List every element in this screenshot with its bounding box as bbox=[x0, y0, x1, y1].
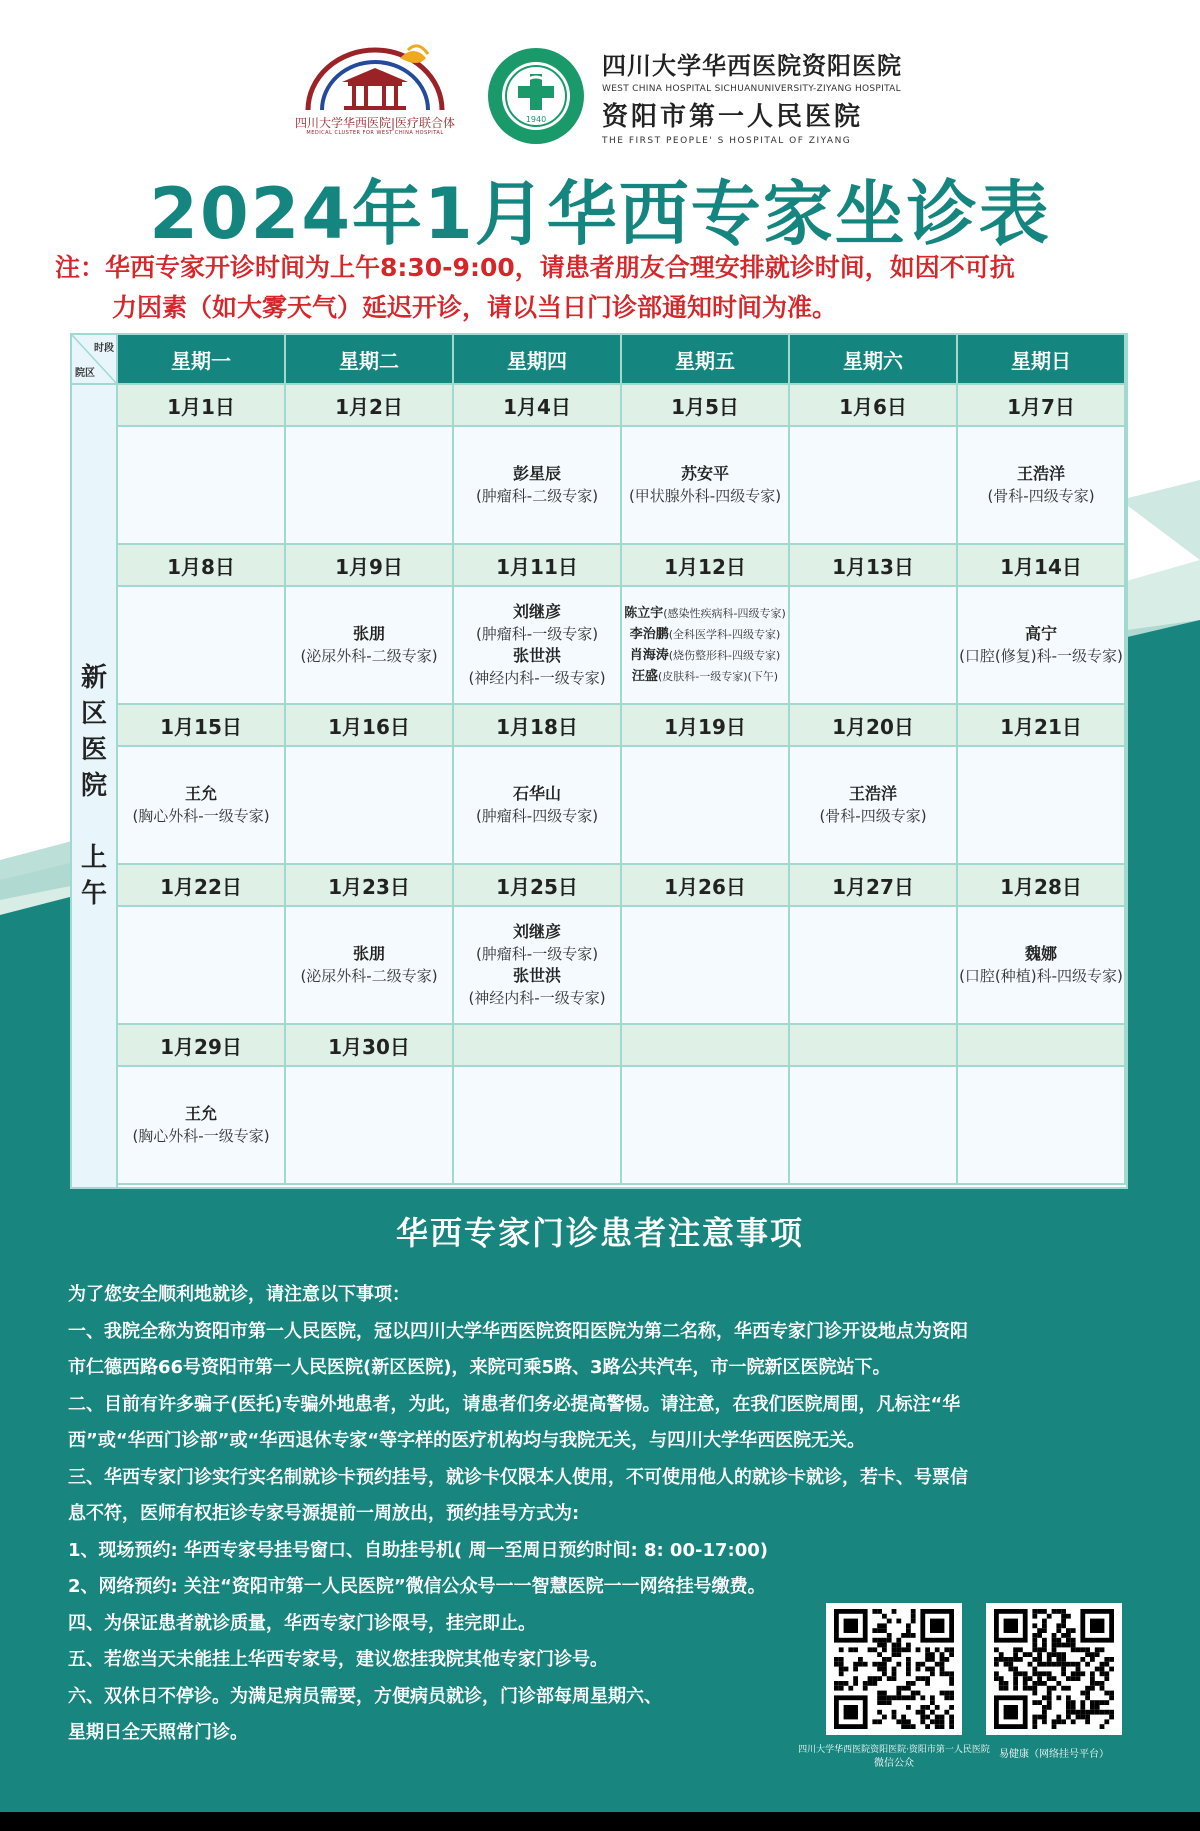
doctor-name: 石华山 bbox=[512, 784, 561, 803]
doctor-name: 苏安平 bbox=[680, 464, 729, 483]
notes-body bbox=[68, 1277, 1138, 1752]
notes-line: 市仁德西路66号资阳市第一人民医院(新区医院)，来院可乘5路、3路公共汽车，市一院新区医院站下。 bbox=[68, 1357, 891, 1378]
notes-line: 为了您安全顺利地就诊，请注意以下事项： bbox=[68, 1284, 410, 1305]
notice-line-1: 注：华西专家开诊时间为上午8:30-9:00，请患者朋友合理安排就诊时间，如因不可抗 bbox=[55, 253, 1015, 282]
header-logos bbox=[280, 40, 940, 150]
doctor-dept: (胸心外科-一级专家) bbox=[132, 807, 270, 825]
side-label-char: 院 bbox=[80, 771, 107, 801]
opening-notice bbox=[55, 248, 1155, 328]
registration-qr-code bbox=[986, 1603, 1122, 1735]
doctor-name: 刘继彦 bbox=[512, 602, 561, 621]
doctor-cell bbox=[622, 747, 790, 865]
notes-line: 息不符，医师有权拒诊专家号源提前一周放出，预约挂号方式为: bbox=[68, 1503, 580, 1524]
doctor-name: 刘继彦 bbox=[512, 922, 561, 941]
schedule-table bbox=[70, 333, 1128, 1189]
date-cell: 1月9日 bbox=[286, 545, 454, 587]
doctor-cell bbox=[286, 747, 454, 865]
doctor-name: 李治鹏 bbox=[629, 627, 669, 642]
date-cell: 1月1日 bbox=[118, 385, 286, 427]
notes-line: 五、若您当天未能挂上华西专家号，建议您挂我院其他专家门诊号。 bbox=[68, 1649, 608, 1670]
notes-line: 四、为保证患者就诊质量，华西专家门诊限号，挂完即止。 bbox=[68, 1612, 536, 1634]
date-cell: 1月25日 bbox=[454, 865, 622, 907]
doctor-entry bbox=[630, 624, 781, 645]
doctor-cell bbox=[454, 1067, 622, 1185]
doctor-name: 王允 bbox=[184, 784, 217, 803]
doctor-dept: (甲状腺外科-四级专家) bbox=[628, 487, 782, 505]
doctor-name: 汪盛 bbox=[631, 669, 658, 684]
doctor-name: 魏娜 bbox=[1024, 944, 1057, 963]
doctor-cell bbox=[790, 747, 958, 865]
bottom-bar bbox=[0, 1812, 1200, 1831]
doctor-name: 王浩洋 bbox=[848, 784, 897, 803]
doctor-cell bbox=[622, 587, 790, 705]
date-cell: 1月16日 bbox=[286, 705, 454, 747]
doctor-name: 张世洪 bbox=[512, 646, 561, 665]
arch-logo-icon bbox=[300, 40, 450, 112]
doctor-name: 肖海涛 bbox=[629, 648, 669, 663]
notes-line: 星期日全天照常门诊。 bbox=[68, 1722, 248, 1743]
date-cell: 1月7日 bbox=[958, 385, 1126, 427]
date-cell: 1月8日 bbox=[118, 545, 286, 587]
day-header: 星期四 bbox=[454, 335, 622, 385]
date-cell: 1月29日 bbox=[118, 1025, 286, 1067]
notes-line: 西”或“华西门诊部”或“华西退休专家“等字样的医疗机构均与我院无关，与四川大学华西医院无关。 bbox=[68, 1430, 866, 1451]
doctor-dept: (肿瘤科-一级专家) bbox=[475, 625, 599, 643]
day-header: 星期日 bbox=[958, 335, 1126, 385]
date-cell: 1月18日 bbox=[454, 705, 622, 747]
doctor-cell bbox=[958, 427, 1126, 545]
hospital-name-en: WEST CHINA HOSPITAL SICHUANUNIVERSITY-ZIYANG HOSPITAL bbox=[602, 84, 901, 94]
date-cell: 1月30日 bbox=[286, 1025, 454, 1067]
doctor-dept: (皮肤科-一级专家)(下午) bbox=[657, 670, 779, 683]
side-label-char: 午 bbox=[80, 879, 107, 909]
doctor-name: 王允 bbox=[184, 1104, 217, 1123]
qr-code-icon bbox=[832, 1609, 956, 1729]
date-cell bbox=[790, 1025, 958, 1067]
notes-line: 二、目前有许多骗子(医托)专骗外地患者，为此，请患者们务必提高警惕。请注意，在我们医院周围，凡标注“华 bbox=[68, 1393, 961, 1415]
hospital-name-cn: 四川大学华西医院资阳医院 bbox=[602, 52, 902, 80]
doctor-cell bbox=[454, 907, 622, 1025]
doctor-cell bbox=[118, 907, 286, 1025]
doctor-cell bbox=[118, 747, 286, 865]
doctor-dept: (烧伤整形科-四级专家) bbox=[668, 649, 781, 662]
date-cell: 1月20日 bbox=[790, 705, 958, 747]
notes-title: 华西专家门诊患者注意事项 bbox=[395, 1214, 804, 1252]
day-header: 星期六 bbox=[790, 335, 958, 385]
doctor-entry bbox=[630, 645, 781, 666]
date-cell: 1月11日 bbox=[454, 545, 622, 587]
day-header: 星期二 bbox=[286, 335, 454, 385]
doctor-dept: (全科医学科-四级专家) bbox=[668, 628, 781, 641]
badge-year: 1940 bbox=[525, 115, 547, 124]
second-name-cn: 资阳市第一人民医院 bbox=[602, 102, 864, 132]
date-cell: 1月5日 bbox=[622, 385, 790, 427]
doctor-dept: (肿瘤科-一级专家) bbox=[475, 945, 599, 963]
doctor-name: 张朋 bbox=[352, 944, 385, 963]
doctor-cell bbox=[118, 427, 286, 545]
doctor-dept: (泌尿外科-二级专家) bbox=[300, 967, 438, 985]
date-cell bbox=[454, 1025, 622, 1067]
date-cell: 1月12日 bbox=[622, 545, 790, 587]
notes-line: 2、网络预约: 关注“资阳市第一人民医院”微信公众号一一智慧医院一一网络挂号缴费。 bbox=[68, 1576, 766, 1597]
doctor-name: 王浩洋 bbox=[1016, 464, 1065, 483]
wechat-qr-code bbox=[826, 1603, 962, 1735]
date-cell bbox=[622, 1025, 790, 1067]
date-cell: 1月27日 bbox=[790, 865, 958, 907]
doctor-cell bbox=[286, 1067, 454, 1185]
doctor-dept: (肿瘤科-四级专家) bbox=[475, 807, 599, 825]
doctor-dept: (骨科-四级专家) bbox=[987, 487, 1095, 505]
doctor-cell bbox=[790, 587, 958, 705]
doctor-cell bbox=[958, 1067, 1126, 1185]
day-header: 星期五 bbox=[622, 335, 790, 385]
corner-campus-label: 院区 bbox=[75, 368, 95, 379]
doctor-cell bbox=[958, 587, 1126, 705]
wechat-qr-caption-1: 四川大学华西医院资阳医院·资阳市第一人民医院 bbox=[798, 1745, 990, 1755]
doctor-cell bbox=[286, 427, 454, 545]
doctor-cell bbox=[790, 427, 958, 545]
side-label-char: 上 bbox=[80, 843, 107, 873]
date-cell: 1月19日 bbox=[622, 705, 790, 747]
doctor-cell bbox=[118, 587, 286, 705]
date-cell: 1月28日 bbox=[958, 865, 1126, 907]
doctor-dept: (神经内科-一级专家) bbox=[468, 669, 606, 687]
notes-line: 1、现场预约: 华西专家号挂号窗口、自助挂号机( 周一至周日预约时间: 8: 00-17:00) bbox=[68, 1539, 768, 1561]
doctor-name: 张朋 bbox=[352, 624, 385, 643]
doctor-dept: (泌尿外科-二级专家) bbox=[300, 647, 438, 665]
doctor-entry bbox=[632, 666, 778, 687]
doctor-cell bbox=[454, 587, 622, 705]
date-cell: 1月14日 bbox=[958, 545, 1126, 587]
wechat-qr-caption-2: 微信公众 bbox=[874, 1758, 914, 1769]
date-cell: 1月26日 bbox=[622, 865, 790, 907]
doctor-cell bbox=[790, 907, 958, 1025]
side-label-char: 新 bbox=[80, 663, 107, 693]
date-cell: 1月13日 bbox=[790, 545, 958, 587]
corner-time-label: 时段 bbox=[94, 343, 114, 354]
doctor-cell bbox=[454, 747, 622, 865]
date-cell: 1月22日 bbox=[118, 865, 286, 907]
notice-line-2: 力因素（如大雾天气）延迟开诊，请以当日门诊部通知时间为准。 bbox=[112, 293, 838, 322]
registration-qr-caption: 易健康（网络挂号平台） bbox=[999, 1749, 1109, 1760]
doctor-cell bbox=[454, 427, 622, 545]
doctor-cell bbox=[622, 427, 790, 545]
doctor-cell bbox=[286, 587, 454, 705]
second-name-en: THE FIRST PEOPLE' S HOSPITAL OF ZIYANG bbox=[602, 136, 852, 146]
doctor-dept: (口腔(修复)科-一级专家) bbox=[959, 647, 1123, 665]
cluster-logo-subtext: MEDICAL CLUSTER FOR WEST CHINA HOSPITAL bbox=[306, 130, 444, 136]
doctor-cell bbox=[958, 747, 1126, 865]
page-title: 2024年1月华西专家坐诊表 bbox=[149, 173, 1051, 255]
doctor-cell bbox=[622, 1067, 790, 1185]
day-header: 星期一 bbox=[118, 335, 286, 385]
table-corner-header bbox=[72, 335, 118, 385]
notes-line: 三、华西专家门诊实行实名制就诊卡预约挂号，就诊卡仅限本人使用，不可使用他人的就诊卡就诊，若卡、号票信 bbox=[68, 1466, 968, 1488]
cluster-logo-text: 四川大学华西医院|医疗联合体 bbox=[294, 116, 456, 130]
doctor-entry bbox=[624, 603, 786, 624]
date-cell: 1月21日 bbox=[958, 705, 1126, 747]
campus-session-label bbox=[72, 385, 118, 1187]
side-label-char: 医 bbox=[80, 735, 107, 765]
doctor-dept: (胸心外科-一级专家) bbox=[132, 1127, 270, 1145]
notes-line: 一、我院全称为资阳市第一人民医院，冠以四川大学华西医院资阳医院为第二名称，华西专家门诊开设地点为资阳 bbox=[68, 1320, 968, 1342]
date-cell: 1月4日 bbox=[454, 385, 622, 427]
qr-code-icon bbox=[992, 1609, 1116, 1729]
hospital-badge-icon bbox=[486, 46, 586, 146]
doctor-cell bbox=[790, 1067, 958, 1185]
date-cell: 1月15日 bbox=[118, 705, 286, 747]
doctor-dept: (肿瘤科-二级专家) bbox=[475, 487, 599, 505]
date-cell: 1月23日 bbox=[286, 865, 454, 907]
medical-cluster-logo bbox=[280, 40, 470, 140]
side-label-char: 区 bbox=[80, 699, 107, 729]
doctor-dept: (感染性疾病科-四级专家) bbox=[663, 607, 786, 620]
hospital-names bbox=[602, 46, 942, 146]
doctor-name: 高宁 bbox=[1024, 624, 1057, 643]
doctor-name: 张世洪 bbox=[512, 966, 561, 985]
doctor-dept: (口腔(种植)科-四级专家) bbox=[959, 967, 1123, 985]
date-cell bbox=[958, 1025, 1126, 1067]
doctor-dept: (骨科-四级专家) bbox=[819, 807, 927, 825]
doctor-cell bbox=[622, 907, 790, 1025]
doctor-cell bbox=[286, 907, 454, 1025]
notes-line: 六、双休日不停诊。为满足病员需要，方便病员就诊，门诊部每周星期六、 bbox=[68, 1685, 662, 1707]
date-cell: 1月2日 bbox=[286, 385, 454, 427]
doctor-dept: (神经内科-一级专家) bbox=[468, 989, 606, 1007]
doctor-name: 陈立宇 bbox=[624, 606, 664, 621]
doctor-name: 彭星辰 bbox=[512, 464, 561, 483]
doctor-cell bbox=[958, 907, 1126, 1025]
date-cell: 1月6日 bbox=[790, 385, 958, 427]
doctor-cell bbox=[118, 1067, 286, 1185]
